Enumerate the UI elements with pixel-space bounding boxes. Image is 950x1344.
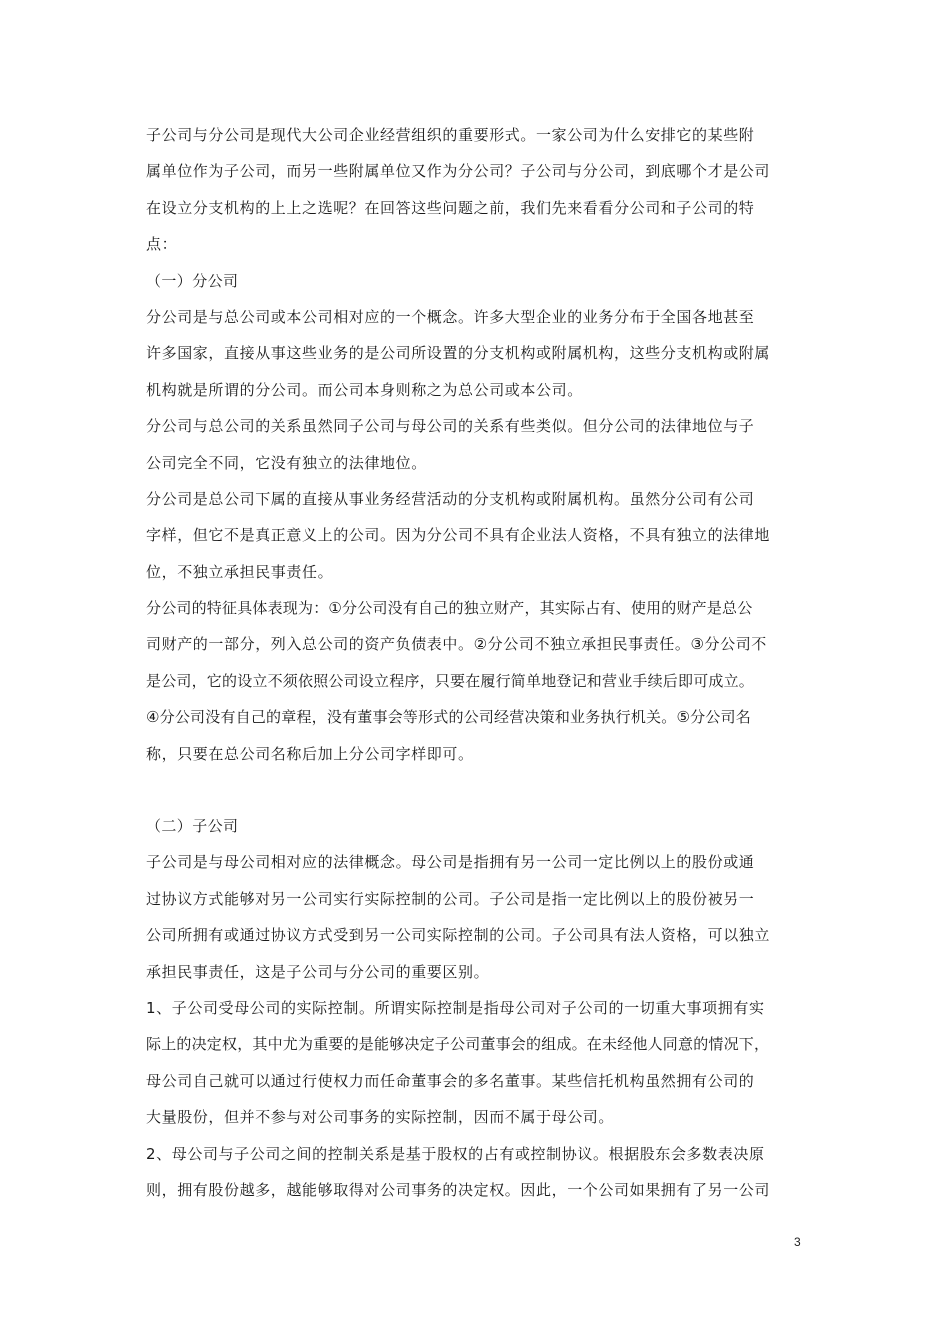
paragraph-line: 字样，但它不是真正意义上的公司。因为分公司不具有企业法人资格，不具有独立的法律地 [146, 526, 771, 545]
paragraph-line: 称，只要在总公司名称后加上分公司字样即可。 [146, 744, 474, 763]
intro-line: 子公司与分公司是现代大公司企业经营组织的重要形式。一家公司为什么安排它的某些附 [146, 126, 755, 144]
paragraph-line: 母公司自己就可以通过行使权力而任命董事会的多名董事。某些信托机构虽然拥有公司的 [146, 1071, 755, 1090]
paragraph-line: 公司完全不同，它没有独立的法律地位。 [146, 453, 427, 472]
intro-line: 属单位作为子公司，而另一些附属单位又作为分公司？子公司与分公司，到底哪个才是公司 [146, 162, 771, 181]
page-number: 3 [794, 1235, 801, 1249]
intro-line: 在设立分支机构的上上之选呢？在回答这些问题之前，我们先来看看分公司和子公司的特 [146, 198, 755, 217]
paragraph-line: 公司所拥有或通过协议方式受到另一公司实际控制的公司。子公司具有法人资格，可以独立 [146, 926, 771, 945]
section-heading-branch: （一）分公司 [146, 271, 239, 290]
paragraph-line: 承担民事责任，这是子公司与分公司的重要区别。 [146, 962, 490, 981]
paragraph-line: 分公司的特征具体表现为：①分公司没有自己的独立财产，其实际占有、使用的财产是总公 [146, 599, 753, 618]
paragraph-line: 许多国家，直接从事这些业务的是公司所设置的分支机构或附属机构，这些分支机构或附属 [146, 344, 771, 363]
document-body [146, 117, 806, 1208]
paragraph-line: 位，不独立承担民事责任。 [146, 562, 334, 581]
paragraph-line: 1、子公司受母公司的实际控制。所谓实际控制是指母公司对子公司的一切重大事项拥有实 [146, 998, 765, 1017]
paragraph-line: 大量股份，但并不参与对公司事务的实际控制，因而不属于母公司。 [146, 1108, 615, 1127]
paragraph-line: 机构就是所谓的分公司。而公司本身则称之为总公司或本公司。 [146, 380, 583, 399]
paragraph-line: ④分公司没有自己的章程，没有董事会等形式的公司经营决策和业务执行机关。⑤分公司名 [146, 708, 751, 727]
intro-line: 点： [146, 235, 178, 254]
paragraph-line: 2、母公司与子公司之间的控制关系是基于股权的占有或控制协议。根据股东会多数表决原 [146, 1144, 765, 1163]
paragraph-line: 过协议方式能够对另一公司实行实际控制的公司。子公司是指一定比例以上的股份被另一 [146, 889, 755, 908]
paragraph-line: 分公司与总公司的关系虽然同子公司与母公司的关系有些类似。但分公司的法律地位与子 [146, 417, 755, 436]
section-heading-subsidiary: （二）子公司 [146, 817, 239, 836]
paragraph-line: 司财产的一部分，列入总公司的资产负债表中。②分公司不独立承担民事责任。③分公司不 [146, 635, 767, 654]
paragraph-line: 是公司，它的设立不须依照公司设立程序，只要在履行简单地登记和营业手续后即可成立。 [146, 671, 755, 690]
paragraph-line: 分公司是与总公司或本公司相对应的一个概念。许多大型企业的业务分布于全国各地甚至 [146, 307, 755, 326]
paragraph-line: 子公司是与母公司相对应的法律概念。母公司是指拥有另一公司一定比例以上的股份或通 [146, 853, 755, 872]
section-spacer [146, 772, 806, 808]
paragraph-line: 分公司是总公司下属的直接从事业务经营活动的分支机构或附属机构。虽然分公司有公司 [146, 489, 755, 508]
paragraph-line: 际上的决定权，其中尤为重要的是能够决定子公司董事会的组成。在未经他人同意的情况下， [146, 1035, 770, 1054]
paragraph-line: 则，拥有股份越多，越能够取得对公司事务的决定权。因此，一个公司如果拥有了另一公司 [146, 1180, 771, 1199]
